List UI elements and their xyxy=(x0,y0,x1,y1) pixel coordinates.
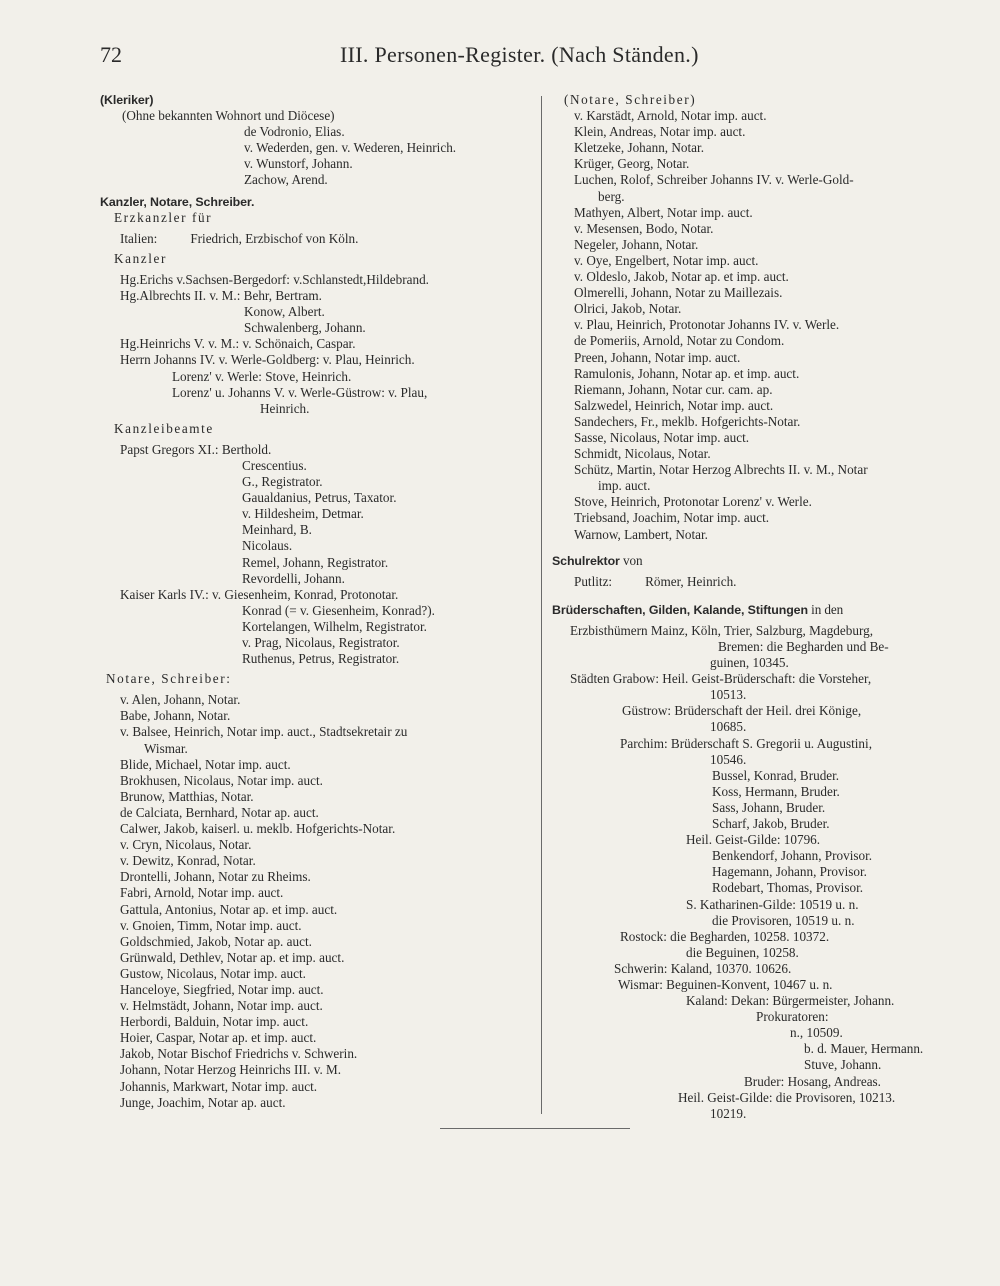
right-column xyxy=(552,92,984,1122)
register-entry: Blide, Michael, Notar imp. auct. xyxy=(120,756,291,772)
register-entry: v. Balsee, Heinrich, Notar imp. auct., Stadtsekretair zu xyxy=(120,724,408,740)
left-column xyxy=(100,92,540,1111)
register-entry: Kaiser Karls IV.: v. Giesenheim, Konrad, Protonotar. xyxy=(120,586,399,602)
register-entry: Junge, Joachim, Notar ap. auct. xyxy=(120,1094,286,1110)
register-entry: die Provisoren, 10519 u. n. xyxy=(712,912,855,928)
register-entry: Rodebart, Thomas, Provisor. xyxy=(712,880,864,896)
register-entry: Stuve, Johann. xyxy=(804,1057,882,1073)
register-entry: Ramulonis, Johann, Notar ap. et imp. auct. xyxy=(574,365,800,381)
running-title: III. Personen-Register. (Nach Ständen.) xyxy=(340,42,699,67)
register-entry: Parchim: Brüderschaft S. Gregorii u. Augustini, xyxy=(620,735,872,751)
register-entry: Gattula, Antonius, Notar ap. et imp. auct. xyxy=(120,901,338,917)
register-entry: S. Katharinen-Gilde: 10519 u. n. xyxy=(686,896,859,912)
register-entry: Stove, Heinrich, Protonotar Lorenz' v. Werle. xyxy=(574,494,812,510)
footer-rule xyxy=(440,1128,630,1129)
register-entry: Crescentius. xyxy=(242,457,307,473)
register-entry: Prokuratoren: xyxy=(756,1009,829,1025)
register-entry: Schmidt, Nicolaus, Notar. xyxy=(574,446,711,462)
register-entry: Luchen, Rolof, Schreiber Johanns IV. v. Werle-Gold- xyxy=(574,172,854,188)
register-entry: Hg.Heinrichs V. v. M.: v. Schönaich, Caspar. xyxy=(120,336,356,352)
register-entry: Meinhard, B. xyxy=(242,522,312,538)
register-entry: Erzbisthümern Mainz, Köln, Trier, Salzburg, Magdeburg, xyxy=(570,622,873,638)
register-entry: Preen, Johann, Notar imp. auct. xyxy=(574,349,741,365)
page-number: 72 xyxy=(100,42,122,67)
register-entry: Bremen: die Begharden und Be- xyxy=(718,639,889,654)
register-entry: v. Gnoien, Timm, Notar imp. auct. xyxy=(120,917,302,933)
register-entry: Lorenz' u. Johanns V. v. Werle-Güstrow: v. Plau, xyxy=(172,384,428,400)
register-entry: Benkendorf, Johann, Provisor. xyxy=(712,848,873,864)
register-entry: Goldschmied, Jakob, Notar ap. auct. xyxy=(120,933,312,949)
page-header xyxy=(100,42,970,72)
register-entry: Klein, Andreas, Notar imp. auct. xyxy=(574,124,746,140)
register-entry: de Vodronio, Elias. xyxy=(244,124,345,140)
register-entry: v. Helmstädt, Johann, Notar imp. auct. xyxy=(120,998,323,1014)
register-entry: 10685. xyxy=(710,719,747,735)
register-entry: Remel, Johann, Registrator. xyxy=(242,554,389,570)
register-entry: Negeler, Johann, Notar. xyxy=(574,236,699,252)
register-entry: Fabri, Arnold, Notar imp. auct. xyxy=(120,885,284,901)
register-entry: Krüger, Georg, Notar. xyxy=(574,156,690,172)
section-heading: Kanzler, Notare, Schreiber. xyxy=(100,194,255,209)
register-entry: Putlitz: Römer, Heinrich. xyxy=(574,573,737,589)
heading-rest: in den xyxy=(807,601,844,617)
register-entry: Gustow, Nicolaus, Notar imp. auct. xyxy=(120,965,306,981)
register-entry: Hg.Albrechts II. v. M.: Behr, Bertram. xyxy=(120,288,322,304)
register-entry: v. Alen, Johann, Notar. xyxy=(120,692,241,708)
register-entry: Heinrich. xyxy=(260,400,310,416)
register-entry: v. Wederden, gen. v. Wederen, Heinrich. xyxy=(244,140,457,156)
section-heading xyxy=(552,553,984,569)
register-entry: Johannis, Markwart, Notar imp. auct. xyxy=(120,1078,318,1094)
register-entry: v. Wunstorf, Johann. xyxy=(244,156,353,172)
register-entry: guinen, 10345. xyxy=(710,655,789,671)
register-entry: Kortelangen, Wilhelm, Registrator. xyxy=(242,618,427,634)
register-entry: v. Mesensen, Bodo, Notar. xyxy=(574,220,714,236)
register-entry: Wismar: Beguinen-Konvent, 10467 u. n. xyxy=(618,976,833,992)
register-entry: Babe, Johann, Notar. xyxy=(120,708,231,724)
register-entry: Drontelli, Johann, Notar zu Rheims. xyxy=(120,869,311,885)
register-entry: Revordelli, Johann. xyxy=(242,570,345,586)
register-entry: v. Hildesheim, Detmar. xyxy=(242,506,364,522)
register-entry: Schwerin: Kaland, 10370. 10626. xyxy=(614,960,792,976)
register-entry: Städten Grabow: Heil. Geist-Brüderschaft: die Vorsteher, xyxy=(570,671,872,687)
register-entry: Brokhusen, Nicolaus, Notar imp. auct. xyxy=(120,772,323,788)
register-entry: Konow, Albert. xyxy=(244,304,325,320)
register-entry: v. Cryn, Nicolaus, Notar. xyxy=(120,837,252,853)
register-entry: Gaualdanius, Petrus, Taxator. xyxy=(242,490,397,506)
register-entry: Güstrow: Brüderschaft der Heil. drei Könige, xyxy=(622,703,862,719)
register-entry: Rostock: die Begharden, 10258. 10372. xyxy=(620,928,830,944)
register-entry: Hagemann, Johann, Provisor. xyxy=(712,864,867,880)
register-entry: v. Dewitz, Konrad, Notar. xyxy=(120,853,256,869)
register-entry: imp. auct. xyxy=(598,478,651,494)
register-entry: die Beguinen, 10258. xyxy=(686,944,799,960)
register-entry: Herrn Johanns IV. v. Werle-Goldberg: v. Plau, Heinrich. xyxy=(120,352,415,368)
register-entry: Heil. Geist-Gilde: die Provisoren, 10213. xyxy=(678,1089,896,1105)
register-entry: Sasse, Nicolaus, Notar imp. auct. xyxy=(574,429,750,445)
register-entry: Olmerelli, Johann, Notar zu Maillezais. xyxy=(574,285,783,301)
heading-rest: von xyxy=(619,552,643,568)
register-entry: G., Registrator. xyxy=(242,474,323,490)
register-entry: Lorenz' v. Werle: Stove, Heinrich. xyxy=(172,368,352,384)
register-entry: 10546. xyxy=(710,751,747,767)
register-entry: v. Oye, Engelbert, Notar imp. auct. xyxy=(574,252,759,268)
register-entry: Kaland: Dekan: Bürgermeister, Johann. xyxy=(686,993,895,1009)
subsection-label: (Notare, Schreiber) xyxy=(564,92,697,107)
register-entry: v. Prag, Nicolaus, Registrator. xyxy=(242,635,400,650)
subsection-label: Kanzleibeamte xyxy=(114,420,214,436)
register-entry: n., 10509. xyxy=(790,1025,843,1041)
register-entry: Zachow, Arend. xyxy=(244,172,328,188)
subsection-label: Notare, Schreiber: xyxy=(106,671,232,687)
register-entry: Scharf, Jakob, Bruder. xyxy=(712,816,830,832)
subsection-label: Erzkanzler für xyxy=(114,209,213,225)
register-entry: Herbordi, Balduin, Notar imp. auct. xyxy=(120,1014,309,1030)
section-heading xyxy=(552,602,984,618)
register-entry: Konrad (= v. Giesenheim, Konrad?). xyxy=(242,602,435,618)
register-entry: Sandechers, Fr., meklb. Hofgerichts-Notar. xyxy=(574,413,801,429)
register-entry: Salzwedel, Heinrich, Notar imp. auct. xyxy=(574,397,774,413)
column-divider xyxy=(541,96,542,1114)
register-entry: Hoier, Caspar, Notar ap. et imp. auct. xyxy=(120,1030,317,1046)
register-entry: Brunow, Matthias, Notar. xyxy=(120,788,254,804)
register-entry: berg. xyxy=(598,188,625,204)
register-entry: Koss, Hermann, Bruder. xyxy=(712,783,840,799)
register-entry: Grünwald, Dethlev, Notar ap. et imp. auct. xyxy=(120,949,345,965)
section-heading: (Kleriker) xyxy=(100,93,154,107)
heading-bold: Brüderschaften, Gilden, Kalande, Stiftungen xyxy=(552,602,808,617)
register-entry: Heil. Geist-Gilde: 10796. xyxy=(686,832,821,848)
register-entry: 10513. xyxy=(710,687,747,703)
register-entry: v. Oldeslo, Jakob, Notar ap. et imp. auct. xyxy=(574,269,789,285)
register-entry: Papst Gregors XI.: Berthold. xyxy=(120,441,272,457)
register-entry: v. Plau, Heinrich, Protonotar Johanns IV. v. Werle. xyxy=(574,317,840,333)
register-entry: Hanceloye, Siegfried, Notar imp. auct. xyxy=(120,981,324,997)
register-entry: Wismar. xyxy=(144,740,188,756)
heading-bold: Schulrektor xyxy=(552,553,620,568)
register-entry: b. d. Mauer, Hermann. xyxy=(804,1041,924,1057)
register-entry: 10219. xyxy=(710,1105,747,1121)
register-entry: Kletzeke, Johann, Notar. xyxy=(574,140,705,156)
register-entry: de Calciata, Bernhard, Notar ap. auct. xyxy=(120,804,319,820)
register-entry: Johann, Notar Herzog Heinrichs III. v. M. xyxy=(120,1062,342,1078)
register-entry: Triebsand, Joachim, Notar imp. auct. xyxy=(574,510,770,526)
register-entry: Schütz, Martin, Notar Herzog Albrechts II. v. M., Notar xyxy=(574,462,868,478)
register-entry: Sass, Johann, Bruder. xyxy=(712,799,826,815)
register-entry: de Pomeriis, Arnold, Notar zu Condom. xyxy=(574,333,785,349)
register-entry: Olrici, Jakob, Notar. xyxy=(574,301,682,317)
register-entry: Hg.Erichs v.Sachsen-Bergedorf: v.Schlanstedt,Hildebrand. xyxy=(120,271,429,287)
register-entry: Jakob, Notar Bischof Friedrichs v. Schwerin. xyxy=(120,1046,358,1062)
subsection-label: Kanzler xyxy=(114,250,167,266)
register-entry: Ruthenus, Petrus, Registrator. xyxy=(242,651,400,667)
register-entry: v. Karstädt, Arnold, Notar imp. auct. xyxy=(574,108,767,124)
register-entry: Italien: Friedrich, Erzbischof von Köln. xyxy=(120,230,359,246)
register-entry: Nicolaus. xyxy=(242,538,293,554)
register-entry: Bruder: Hosang, Andreas. xyxy=(744,1073,881,1089)
register-entry: (Ohne bekannten Wohnort und Diöcese) xyxy=(122,108,335,124)
register-entry: Riemann, Johann, Notar cur. cam. ap. xyxy=(574,381,773,397)
register-entry: Schwalenberg, Johann. xyxy=(244,320,366,336)
register-entry: Mathyen, Albert, Notar imp. auct. xyxy=(574,204,753,220)
register-entry: Bussel, Konrad, Bruder. xyxy=(712,767,840,783)
register-entry: Warnow, Lambert, Notar. xyxy=(574,526,708,542)
register-entry: Calwer, Jakob, kaiserl. u. meklb. Hofgerichts-Notar. xyxy=(120,821,396,837)
